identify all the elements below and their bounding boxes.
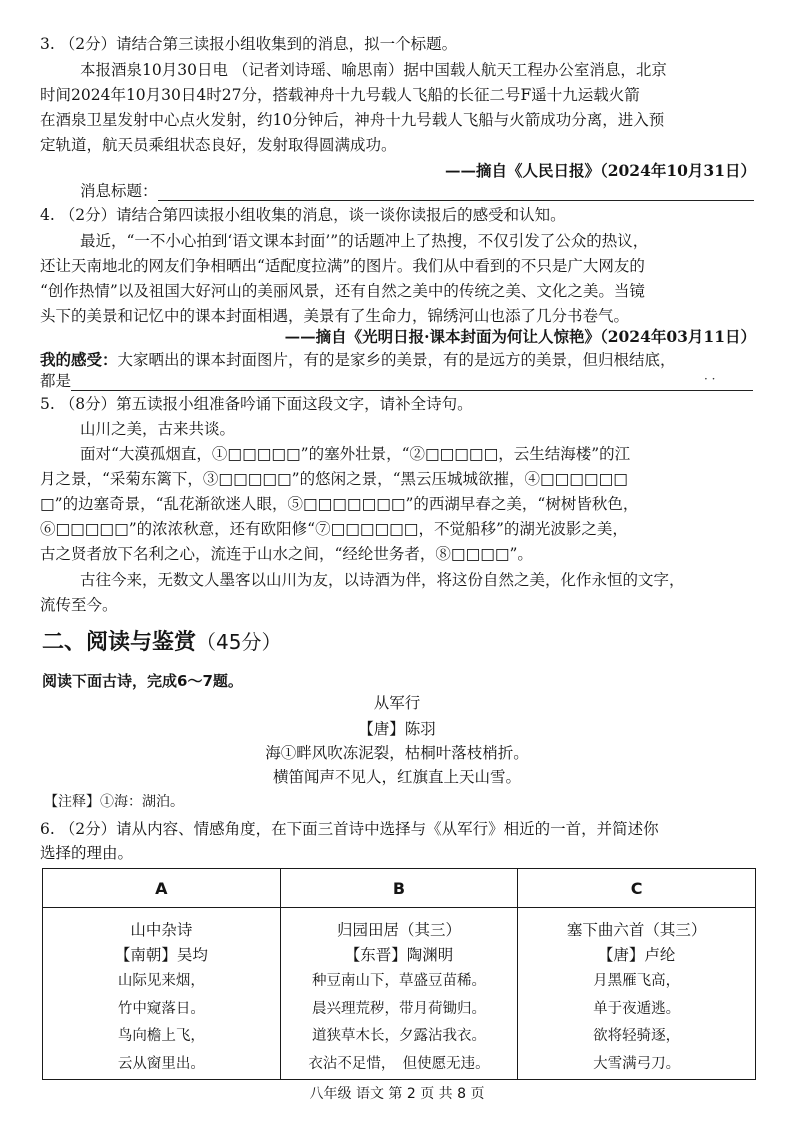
q6-prompt-cont: 选择的理由。	[40, 844, 134, 862]
q5-text-line: 面对“大漠孤烟直，①□□□□□”的塞外壮景，“②□□□□□，云生结海楼”的江	[80, 445, 631, 463]
poem-b-line: 种豆南山下，草盛豆苗稀。	[311, 973, 486, 989]
q4-feeling-text: 大家晒出的课本封面图片，有的是家乡的美景，有的是远方的美景，但归根结底，	[117, 351, 676, 369]
poem-b-cell	[280, 908, 518, 1080]
poem-b-title: 归园田居（其三）	[336, 921, 461, 939]
q3-text-line: 时间2024年10月30日4时27分，搭载神舟十九号载人飞船的长征二号F遥十九运载火箭	[40, 86, 640, 104]
poem-c-line: 欲将轻骑逐，	[593, 1028, 681, 1044]
column-b-header: B	[280, 869, 518, 908]
page-footer: 八年级 语文 第 2 页 共 8 页	[309, 1086, 485, 1102]
poem-a-author: 【南朝】吴均	[114, 946, 208, 964]
q3-text-line: 在酒泉卫星发射中心点火发射，约10分钟后，神舟十九号载人飞船与火箭成功分离，进入预	[40, 111, 665, 129]
q3-answer-blank[interactable]	[158, 184, 754, 201]
q5-prompt: 5. （8分）第五读报小组准备吟诵下面这段文字，请补全诗句。	[40, 395, 473, 413]
section-heading	[42, 628, 281, 657]
poem-c-line: 月黑雁飞高，	[593, 973, 681, 989]
q3-text-line: 定轨道，航天员乘组状态良好，发射取得圆满成功。	[40, 136, 397, 154]
poem-a-line: 鸟向檐上飞，	[117, 1028, 205, 1044]
poem-title: 从军行	[373, 694, 421, 712]
q5-text-line: ⑥□□□□□”的浓浓秋意，还有欧阳修“⑦□□□□□□，不觉船移”的湖光波影之美，	[40, 520, 628, 538]
table-body-row	[43, 908, 756, 1080]
poem-line: 海①畔风吹冻泥裂，枯桐叶落枝梢折。	[265, 744, 529, 762]
poem-choices-table	[42, 868, 756, 1080]
reading-lead: 阅读下面古诗，完成6～7题。	[42, 672, 243, 690]
table-header-row	[43, 869, 756, 908]
poem-c-title: 塞下曲六首（其三）	[566, 921, 707, 939]
q5-text-line: □”的边塞奇景，“乱花渐欲迷人眼，⑤□□□□□□□”的西湖早春之美，“树树皆秋色，	[40, 495, 639, 513]
column-c-header: C	[518, 869, 756, 908]
poem-a-line: 云从窗里出。	[117, 1055, 205, 1072]
q4-text-line: 还让天南地北的网友们争相晒出“适配度拉满”的图片。我们从中看到的不只是广大网友的	[40, 257, 645, 275]
column-a-header: A	[43, 869, 281, 908]
q4-text-line: “创作热情”以及祖国大好河山的美丽风景，还有自然之美中的传统之美、文化之美。当镜	[40, 282, 645, 300]
q6-prompt: 6. （2分）请从内容、情感角度，在下面三首诗中选择与《从军行》相近的一首，并简述你	[40, 820, 659, 838]
poem-b-line: 衣沾不足惜， 但使愿无违。	[308, 1055, 490, 1072]
poem-c-cell	[518, 908, 756, 1080]
poem-author: 【唐】陈羽	[358, 720, 436, 738]
poem-b-line: 晨兴理荒秽，带月荷锄归。	[311, 1000, 486, 1017]
q4-prompt: 4. （2分）请结合第四读报小组收集的消息，谈一谈你读报后的感受和认知。	[40, 206, 566, 224]
q5-text-line: 古之贤者放下名利之心，流连于山水之间，“经纶世务者，⑧□□□□”。	[40, 545, 533, 563]
q4-feeling-line2: 都是	[40, 372, 72, 390]
poem-c-author: 【唐】卢纶	[597, 946, 676, 964]
q4-feeling-label: 我的感受：	[40, 350, 118, 369]
poem-b-line: 道狭草木长，夕露沾我衣。	[311, 1028, 486, 1044]
poem-note: 【注释】①海：湖泊。	[44, 794, 184, 810]
section-score: （45分）	[196, 630, 282, 654]
q5-text-line: 山川之美，古来共谈。	[80, 420, 236, 438]
q4-source: ——摘自《光明日报·课本封面为何让人惊艳》（2024年03月11日）	[284, 327, 756, 346]
poem-a-line: 山际见来烟，	[117, 973, 205, 989]
q3-text-line: 本报酒泉10月30日电 （记者刘诗瑶、喻思南）据中国载人航天工程办公室消息，北京	[80, 61, 667, 79]
q3-source: ——摘自《人民日报》（2024年10月31日）	[444, 161, 756, 180]
poem-a-line: 竹中窥落日。	[117, 1000, 205, 1017]
poem-c-line: 大雪满弓刀。	[593, 1055, 681, 1072]
q5-text-line: 古往今来，无数文人墨客以山川为友，以诗酒为伴，将这份自然之美，化作永恒的文字，	[80, 571, 685, 589]
q4-feeling-row	[40, 350, 756, 370]
ink-dots: · ·	[704, 372, 716, 386]
q3-answer-label: 消息标题：	[80, 182, 158, 200]
poem-b-author: 【东晋】陶渊明	[344, 946, 454, 964]
q3-answer-row	[80, 181, 756, 201]
q4-feeling-row-2	[40, 371, 756, 391]
poem-c-line: 单于夜遁逃。	[593, 1000, 681, 1017]
q4-text-line: 最近，“一不小心拍到‘语文课本封面’”的话题冲上了热搜，不仅引发了公众的热议，	[80, 232, 649, 250]
q5-text-line: 流传至今。	[40, 596, 118, 614]
q5-text-line: 月之景，“采菊东篱下，③□□□□□”的悠闲之景，“黑云压城城欲摧，④□□□□□□	[40, 470, 628, 488]
q3-prompt: 3. （2分）请结合第三读报小组收集到的消息，拟一个标题。	[40, 35, 458, 53]
q4-text-line: 头下的美景和记忆中的课本封面相遇，美景有了生命力，锦绣河山也添了几分书卷气。	[40, 307, 630, 325]
poem-line: 横笛闻声不见人，红旗直上天山雪。	[272, 768, 521, 786]
q4-answer-blank[interactable]	[71, 374, 753, 391]
poem-a-cell	[43, 908, 281, 1080]
section-title: 二、阅读与鉴赏	[42, 630, 197, 655]
poem-a-title: 山中杂诗	[130, 921, 193, 939]
